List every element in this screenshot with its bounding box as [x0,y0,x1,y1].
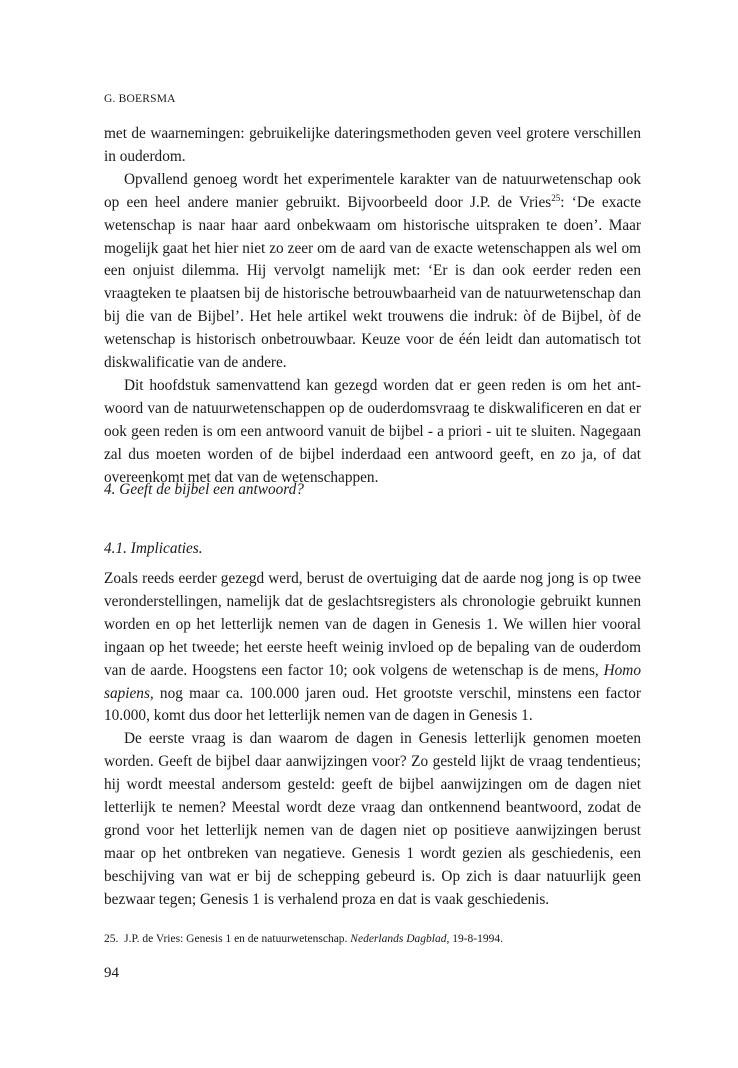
paragraph: De eerste vraag is dan waarom de dagen in Genesis letterlijk genomen moeten worden. Geeft de bijbel daar aanwijzingen voor? Zo gesteld lijkt de vraag tendentieus; hij wordt meestal andersom gesteld: geeft de bijbel aanwijzingen om de dagen niet letterlijk te nemen? Meestal wordt deze vraag dan ontkennend beantwoord, zodat de grond voor het letterlijk nemen van de dagen niet op positieve aanwijzingen berust maar op het ontbreken van negatieve. Genesis 1 wordt gezien als geschiedenis, een beschijving van wat er bij de schepping gebeurd is. Op zich is daar natuurlijk geen bezwaar tegen; Genesis 1 is verhalend proza en dat is vaak geschiedenis. [104,730,641,908]
section-body-1 [104,123,641,490]
footnote-source: Nederlands Dagblad, [350,933,450,945]
subsection-heading-4-1: 4.1. Implicaties. [104,540,203,557]
footnote [104,933,503,945]
paragraph: met de waarnemingen: gebruikelijke dateringsmethoden geven veel grotere verschillen in ouderdom. [104,125,641,165]
section-body-4-1 [104,568,641,912]
footnote-date: 19-8-1994. [452,933,503,945]
paragraph: Dit hoofdstuk samenvattend kan gezegd worden dat er geen reden is om het antwoord van de natuurwetenschappen op de ouderdomsvraag te diskwalificeren en dat er ook geen reden is om een antwoord vanuit de bijbel - a priori - uit te sluiten. Nagegaan zal dus moeten worden of de bijbel inderdaad een antwoord geeft, en zo ja, of dat overeenkomt met dat van de wetenschappen. [104,376,641,486]
footnote-number: 25. [104,933,119,945]
footnote-reference[interactable]: 25 [551,192,561,203]
paragraph: Opvallend genoeg wordt het experimentele karakter van de natuurwetenschap ook op een heel andere manier gebruikt. Bijvoorbeeld door J.P. de Vries$^{25}$: ‘De exacte wetenschap is naar haar aard onbekwaam om historische uitspraken te doen’. Maar mogelijk gaat het hier niet zo zeer om de aard van de exacte wetenschappen als wel om een onjuist dilemma. Hij vervolgt namelijk met: ‘Er is dan ook eerder reden een vraagteken te plaatsen bij de historische betrouwbaarheid van de natuurwetenschap dan bij die van de Bijbel’. Het hele artikel wekt trouwens die indruk: òf de Bijbel, òf de wetenschap is historisch onbetrouwbaar. Keuze voor de één leidt dan automatisch tot diskwalificatie van de andere. [104,170,641,372]
footnote-text: J.P. de Vries: Genesis 1 en de natuurwetenschap. [124,933,348,945]
running-head: G. BOERSMA [104,93,176,105]
paragraph: Zoals reeds eerder gezegd werd, berust de overtuiging dat de aarde nog jong is op twee veronderstellingen, namelijk dat de geslachtsregisters als chronologie gebruikt kunnen worden en op het letterlijk nemen van de dagen in Genesis 1. We willen hier vooral ingaan op het tweede; het eerste heeft weinig invloed op de bepaling van de ouderdom van de aarde. Hoogstens een factor 10; ook volgens de wetenschap is de mens, Homo sapiens, nog maar ca. 100.000 jaren oud. Het grootste verschil, minstens een factor 10.000, komt dus door het letterlijk nemen van de dagen in Genesis 1. [104,570,641,725]
page-number: 94 [104,965,119,981]
section-heading-4: 4. Geeft de bijbel een antwoord? [104,481,304,498]
